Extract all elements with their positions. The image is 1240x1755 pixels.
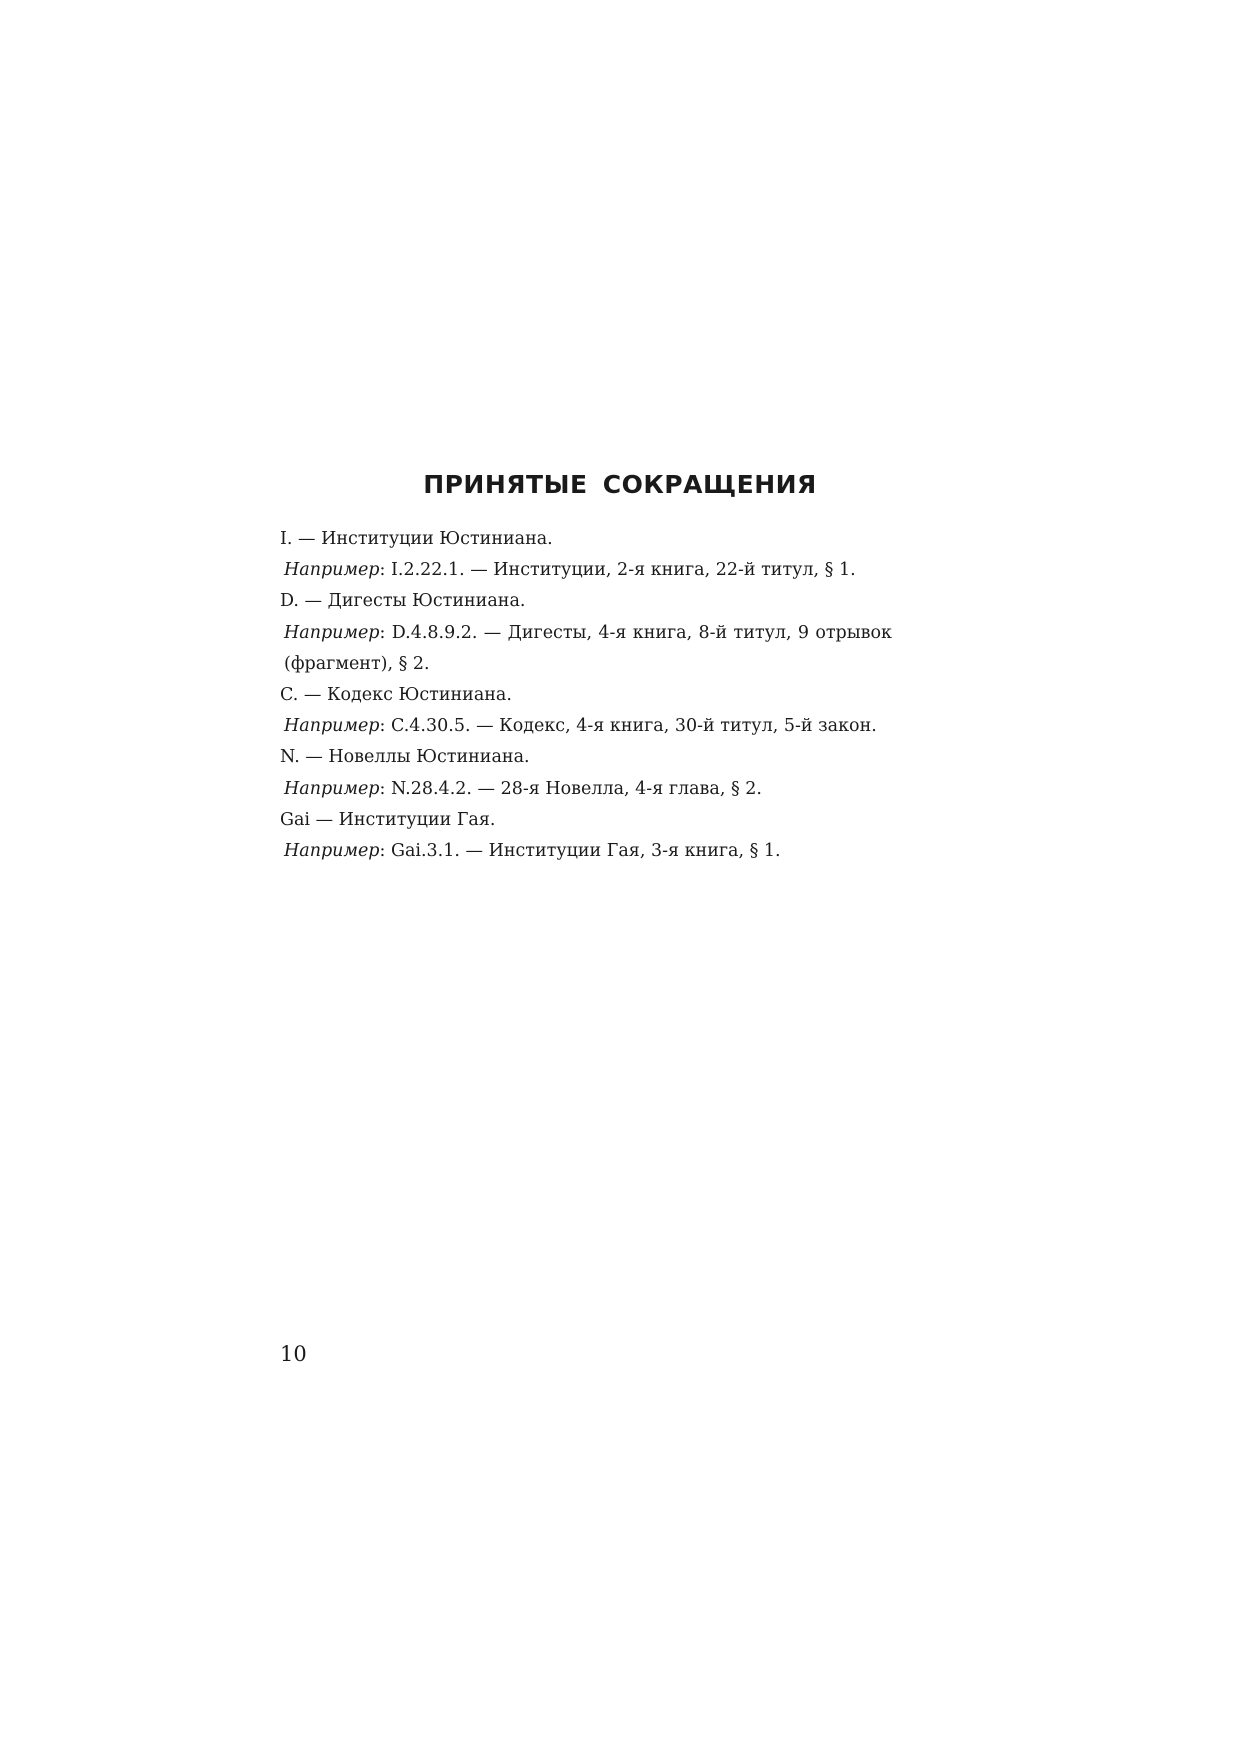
example-label: Например	[284, 622, 380, 643]
example-label: Например	[284, 716, 380, 737]
page-title: ПРИНЯТЫЕ СОКРАЩЕНИЯ	[423, 470, 817, 499]
abbreviation-codex: C. — Кодекс Юстиниана.	[280, 685, 512, 706]
example-label: Например	[284, 560, 380, 581]
example-gaius	[280, 836, 970, 867]
example-digests	[280, 618, 892, 680]
example-text: : D.4.8.9.2. — Дигесты, 4-я книга, 8-й титул, 9 отрывок (фрагмент), § 2.	[284, 622, 892, 674]
example-codex	[280, 711, 970, 742]
abbreviation-digests: D. — Дигесты Юстиниана.	[280, 591, 526, 612]
example-novels	[280, 774, 970, 805]
example-text: : Gai.3.1. — Институции Гая, 3-я книга, § 1.	[379, 841, 781, 862]
example-text: : N.28.4.2. — 28-я Новелла, 4-я глава, § 2.	[379, 778, 762, 799]
example-text: : C.4.30.5. — Кодекс, 4-я книга, 30-й титул, 5-й закон.	[379, 716, 877, 737]
example-label: Например	[284, 778, 380, 799]
example-label: Например	[284, 841, 380, 862]
abbreviation-institutes-justinian: I. — Институции Юстиниана.	[280, 529, 553, 549]
abbreviations-list	[280, 524, 970, 867]
abbreviation-novels: N. — Новеллы Юстиниана.	[280, 747, 530, 768]
page-number: 10	[280, 1342, 307, 1366]
example-text: : I.2.22.1. — Институции, 2-я книга, 22-й титул, § 1.	[379, 560, 856, 581]
example-institutes-justinian	[280, 555, 970, 586]
abbreviation-gaius: Gai — Институции Гая.	[280, 809, 496, 830]
